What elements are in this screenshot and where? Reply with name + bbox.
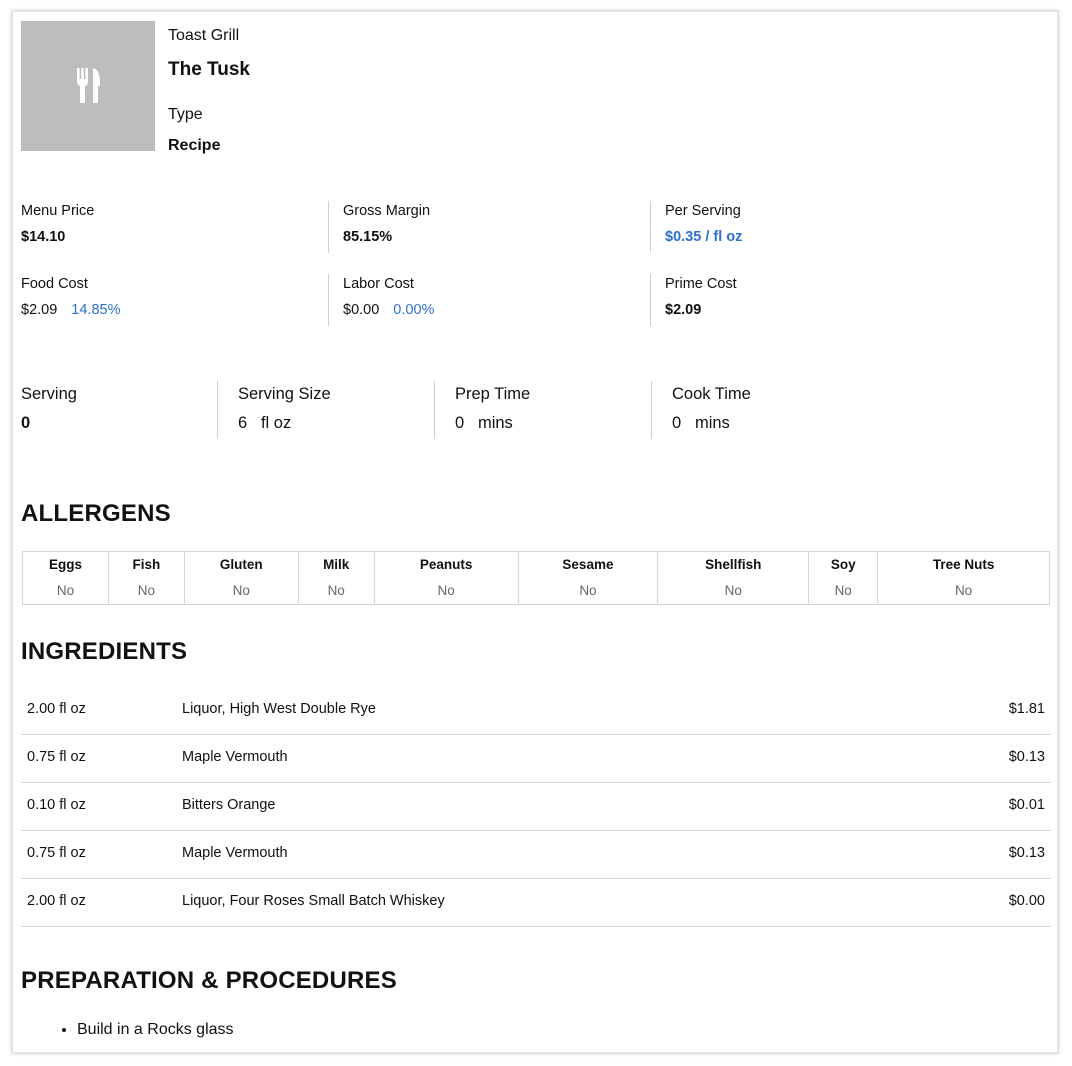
ingredient-quantity: 2.00 fl oz bbox=[27, 701, 86, 717]
ingredients-heading: INGREDIENTS bbox=[21, 638, 188, 665]
ingredient-row bbox=[21, 783, 1051, 831]
prep-time-label: Prep Time bbox=[455, 385, 531, 403]
allergens-table bbox=[22, 551, 1050, 605]
cook-time-cell bbox=[651, 381, 868, 439]
ingredient-name: Liquor, High West Double Rye bbox=[182, 701, 376, 717]
allergen-value-sesame: No bbox=[518, 576, 658, 605]
ingredient-row bbox=[21, 831, 1051, 879]
ingredient-row bbox=[21, 735, 1051, 783]
menu-price-value: $14.10 bbox=[21, 229, 66, 245]
allergen-header-soy: Soy bbox=[809, 552, 878, 577]
cook-time-unit: mins bbox=[694, 414, 730, 432]
allergen-value-peanuts: No bbox=[374, 576, 518, 605]
ingredient-cost: $0.00 bbox=[1008, 893, 1045, 909]
type-label: Type bbox=[168, 106, 203, 123]
allergen-value-shellfish: No bbox=[658, 576, 809, 605]
allergen-value-fish: No bbox=[108, 576, 184, 605]
fork-knife-icon bbox=[75, 68, 101, 104]
per-serving-label: Per Serving bbox=[665, 203, 741, 219]
serving-cell bbox=[21, 381, 238, 439]
ingredient-name: Liquor, Four Roses Small Batch Whiskey bbox=[182, 893, 445, 909]
gross-margin-value: 85.15% bbox=[343, 229, 393, 245]
prep-time-cell bbox=[434, 381, 651, 439]
ingredient-name: Maple Vermouth bbox=[182, 845, 288, 861]
procedures-list bbox=[21, 1021, 234, 1039]
allergens-header-row bbox=[23, 552, 1050, 577]
procedures-heading: PREPARATION & PROCEDURES bbox=[21, 967, 397, 994]
labor-cost-value: $0.00 bbox=[343, 302, 380, 318]
food-cost-label: Food Cost bbox=[21, 276, 88, 292]
allergen-header-tree-nuts: Tree Nuts bbox=[878, 552, 1050, 577]
ingredient-quantity: 0.75 fl oz bbox=[27, 845, 86, 861]
cook-time-value: 0 bbox=[672, 414, 682, 432]
labor-cost-percent: 0.00% bbox=[393, 302, 435, 318]
gross-margin-cell bbox=[328, 201, 648, 253]
ingredient-quantity: 0.75 fl oz bbox=[27, 749, 86, 765]
per-serving-value: $0.35 / fl oz bbox=[665, 229, 743, 245]
serving-size-unit: fl oz bbox=[260, 414, 292, 432]
recipe-title: The Tusk bbox=[168, 59, 250, 80]
serving-size-label: Serving Size bbox=[238, 385, 331, 403]
ingredient-cost: $0.01 bbox=[1008, 797, 1045, 813]
ingredient-name: Maple Vermouth bbox=[182, 749, 288, 765]
serving-size-cell bbox=[217, 381, 434, 439]
labor-cost-cell bbox=[328, 274, 648, 326]
type-value: Recipe bbox=[168, 137, 221, 154]
prime-cost-cell bbox=[650, 274, 970, 326]
ingredient-cost: $1.81 bbox=[1008, 701, 1045, 717]
restaurant-name: Toast Grill bbox=[168, 27, 240, 44]
recipe-image-placeholder bbox=[21, 21, 155, 151]
ingredient-quantity: 0.10 fl oz bbox=[27, 797, 86, 813]
serving-value: 0 bbox=[21, 414, 31, 432]
ingredient-cost: $0.13 bbox=[1008, 845, 1045, 861]
recipe-card bbox=[12, 11, 1058, 1053]
ingredient-row bbox=[21, 879, 1051, 927]
food-cost-percent: 14.85% bbox=[71, 302, 121, 318]
allergen-header-peanuts: Peanuts bbox=[374, 552, 518, 577]
allergen-header-shellfish: Shellfish bbox=[658, 552, 809, 577]
prep-time-value: 0 bbox=[455, 414, 465, 432]
allergens-heading: ALLERGENS bbox=[21, 500, 171, 527]
allergen-header-gluten: Gluten bbox=[184, 552, 298, 577]
allergen-header-milk: Milk bbox=[298, 552, 374, 577]
allergen-value-soy: No bbox=[809, 576, 878, 605]
ingredient-cost: $0.13 bbox=[1008, 749, 1045, 765]
ingredient-name: Bitters Orange bbox=[182, 797, 276, 813]
allergen-value-gluten: No bbox=[184, 576, 298, 605]
ingredient-quantity: 2.00 fl oz bbox=[27, 893, 86, 909]
serving-label: Serving bbox=[21, 385, 77, 403]
serving-size-value: 6 bbox=[238, 414, 248, 432]
food-cost-cell bbox=[21, 274, 341, 326]
allergen-header-fish: Fish bbox=[108, 552, 184, 577]
prime-cost-label: Prime Cost bbox=[665, 276, 737, 292]
food-cost-value: $2.09 bbox=[21, 302, 58, 318]
prime-cost-value: $2.09 bbox=[665, 302, 702, 318]
allergens-values-row bbox=[23, 576, 1050, 605]
allergen-value-milk: No bbox=[298, 576, 374, 605]
ingredient-row bbox=[21, 687, 1051, 735]
menu-price-cell bbox=[21, 201, 341, 253]
allergen-value-eggs: No bbox=[23, 576, 109, 605]
menu-price-label: Menu Price bbox=[21, 203, 95, 219]
gross-margin-label: Gross Margin bbox=[343, 203, 431, 219]
procedure-step: • Build in a Rocks glass bbox=[77, 1021, 234, 1039]
labor-cost-label: Labor Cost bbox=[343, 276, 414, 292]
prep-time-unit: mins bbox=[477, 414, 513, 432]
allergen-header-sesame: Sesame bbox=[518, 552, 658, 577]
allergen-value-tree-nuts: No bbox=[878, 576, 1050, 605]
per-serving-cell bbox=[650, 201, 970, 253]
allergen-header-eggs: Eggs bbox=[23, 552, 109, 577]
cook-time-label: Cook Time bbox=[672, 385, 751, 403]
ingredients-list bbox=[21, 687, 1051, 927]
